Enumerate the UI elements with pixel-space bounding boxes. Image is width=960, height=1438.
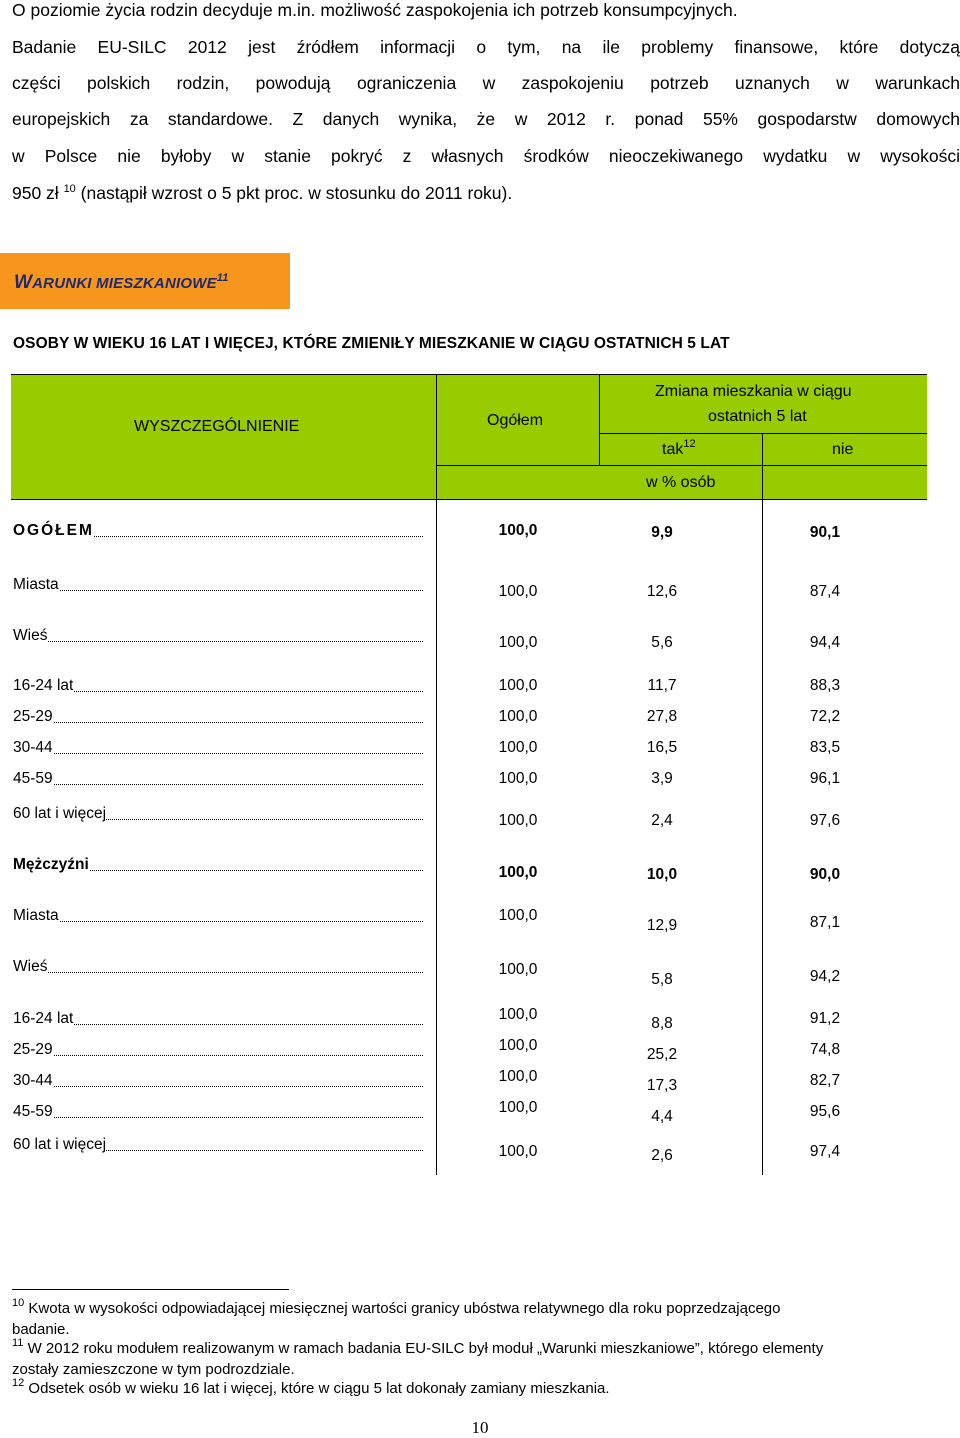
cell-no: 90,1 [809, 524, 841, 541]
footnote-11 [12, 1339, 823, 1358]
intro-line-6-start: 950 zł [12, 183, 64, 203]
row-leader-dots [13, 691, 423, 692]
cell-total: 100,0 [498, 864, 538, 881]
change-subheader-rule [599, 433, 927, 434]
row-label [13, 856, 89, 874]
cell-no: 88,3 [809, 677, 841, 694]
cell-yes: 27,8 [646, 708, 678, 725]
row-leader-dots [13, 753, 423, 754]
footnote-12-number: 12 [12, 1377, 25, 1389]
row-label [13, 805, 106, 823]
row-leader-dots [13, 1117, 423, 1118]
unit-rule [437, 465, 927, 466]
cell-no: 96,1 [809, 770, 841, 787]
intro-line-3: części polskich rodzin, powodują ograniczenia w zaspokojeniu potrzeb uznanych w warunkach [12, 73, 960, 93]
cell-yes: 16,5 [646, 739, 678, 756]
cell-yes: 11,7 [647, 677, 677, 694]
cell-total: 100,0 [498, 1099, 538, 1116]
row-label [13, 1010, 73, 1028]
cell-yes: 17,3 [646, 1077, 678, 1094]
footnote-separator [12, 1289, 289, 1290]
col-divider-3 [762, 433, 763, 1175]
footnote-10-text: Kwota w wysokości odpowiadającej miesięcznej wartości granicy ubóstwa relatywnego dla roku poprzedzającego [28, 1300, 781, 1317]
row-label [13, 1136, 106, 1154]
header-change-line2: ostatnich 5 lat [708, 408, 807, 425]
cell-no: 87,1 [809, 914, 841, 931]
footnote-11-number: 11 [12, 1337, 24, 1349]
row-label-text: Miasta [13, 907, 59, 924]
row-label [13, 770, 53, 788]
cell-total: 100,0 [498, 1143, 538, 1160]
intro-line-5: w Polsce nie byłoby w stanie pokryć z własnych środków nieoczekiwanego wydatku w wysokości [12, 146, 960, 166]
cell-no: 94,4 [809, 634, 841, 651]
cell-total: 100,0 [498, 1037, 538, 1054]
row-label-text: 60 lat i więcej [13, 805, 107, 822]
header-change-line1: Zmiana mieszkania w ciągu [655, 383, 852, 400]
footnote-11-text: W 2012 roku modułem realizowanym w ramach badania EU-SILC był moduł „Warunki mieszkaniowe”, którego elementy [27, 1340, 824, 1357]
cell-no: 97,4 [809, 1143, 841, 1160]
header-yes-label: tak [662, 441, 684, 458]
footnote-ref-12: 12 [683, 438, 696, 450]
row-label-text: 45-59 [13, 770, 53, 787]
row-label-text: Mężczyźni [13, 856, 89, 873]
row-label [13, 627, 47, 645]
cell-total: 100,0 [498, 634, 538, 651]
header-yes [662, 438, 696, 459]
footnote-12 [12, 1379, 610, 1398]
cell-yes: 2,4 [651, 812, 673, 829]
cell-no: 91,2 [809, 1010, 841, 1027]
row-label-text: OGÓŁEM [13, 522, 94, 539]
row-label [13, 522, 94, 540]
header-spec: WYSZCZEGÓLNIENIE [134, 418, 300, 435]
cell-total: 100,0 [498, 583, 538, 600]
cell-total: 100,0 [498, 522, 538, 539]
cell-yes: 25,2 [646, 1046, 678, 1063]
cell-no: 74,8 [809, 1041, 841, 1058]
table-top-rule [11, 374, 927, 375]
cell-total: 100,0 [498, 961, 538, 978]
row-label-text: 60 lat i więcej [13, 1136, 107, 1153]
cell-total: 100,0 [498, 1006, 538, 1023]
row-label-text: 30-44 [13, 1072, 53, 1089]
table-title: OSOBY W WIEKU 16 LAT I WIĘCEJ, KTÓRE ZMIENIŁY MIESZKANIE W CIĄGU OSTATNICH 5 LAT [13, 335, 730, 352]
row-leader-dots [13, 784, 423, 785]
section-title-initial: W [14, 272, 33, 293]
row-label-text: 25-29 [13, 1041, 53, 1058]
cell-yes: 5,8 [651, 971, 673, 988]
row-label-text: 25-29 [13, 708, 53, 725]
row-label-text: Miasta [13, 576, 59, 593]
cell-no: 82,7 [809, 1072, 841, 1089]
row-label-text: Wieś [13, 958, 48, 975]
row-leader-dots [13, 722, 423, 723]
footnote-11-cont: zostały zamieszczone w tym podrozdziale. [12, 1361, 295, 1378]
cell-no: 72,2 [809, 708, 841, 725]
row-leader-dots [13, 1024, 423, 1025]
footnote-10 [12, 1299, 780, 1318]
row-leader-dots [13, 1055, 423, 1056]
header-unit: w % osób [646, 474, 716, 491]
cell-total: 100,0 [498, 1068, 538, 1085]
cell-no: 94,2 [809, 968, 841, 985]
cell-no: 97,6 [809, 812, 841, 829]
intro-line-6 [12, 183, 960, 203]
cell-no: 95,6 [809, 1103, 841, 1120]
footnote-ref-11: 11 [216, 272, 229, 284]
cell-total: 100,0 [498, 708, 538, 725]
page-number: 10 [471, 1418, 489, 1437]
row-leader-dots [13, 1086, 423, 1087]
row-leader-dots [13, 641, 423, 642]
table-header-bottom-rule [11, 499, 927, 500]
header-total: Ogółem [487, 412, 544, 429]
cell-no: 83,5 [809, 739, 841, 756]
row-label-text: 16-24 lat [13, 677, 74, 694]
row-label [13, 576, 59, 594]
cell-total: 100,0 [498, 907, 538, 924]
col-divider-1 [436, 375, 437, 1175]
cell-total: 100,0 [498, 739, 538, 756]
row-leader-dots [13, 921, 423, 922]
row-label [13, 1041, 53, 1059]
cell-yes: 8,8 [651, 1015, 673, 1032]
cell-total: 100,0 [498, 812, 538, 829]
intro-line-4: europejskich za standardowe. Z danych wynika, że w 2012 r. ponad 55% gospodarstw domowych [12, 109, 960, 129]
row-label-text: 30-44 [13, 739, 53, 756]
cell-yes: 12,9 [646, 917, 678, 934]
row-label [13, 677, 73, 695]
header-no: nie [832, 441, 854, 458]
footnote-12-text: Odsetek osób w wieku 16 lat i więcej, które w ciągu 5 lat dokonały zamiany mieszkania. [28, 1380, 610, 1397]
intro-line-2: Badanie EU-SILC 2012 jest źródłem informacji o tym, na ile problemy finansowe, które dotyczą [12, 37, 960, 57]
row-label [13, 739, 53, 757]
row-leader-dots [13, 972, 423, 973]
section-title [14, 272, 229, 294]
footnote-ref-10: 10 [63, 183, 76, 195]
row-label-text: Wieś [13, 627, 48, 644]
row-label [13, 708, 53, 726]
cell-yes: 2,6 [651, 1147, 673, 1164]
cell-total: 100,0 [498, 677, 538, 694]
cell-yes: 4,4 [651, 1108, 673, 1125]
footnote-10-cont: badanie. [12, 1321, 70, 1338]
footnote-10-number: 10 [12, 1297, 25, 1309]
cell-yes: 9,9 [651, 524, 673, 541]
cell-yes: 3,9 [651, 770, 673, 787]
intro-line-6-end: (nastąpił wzrost o 5 pkt proc. w stosunku do 2011 roku). [75, 183, 513, 203]
row-leader-dots [13, 590, 423, 591]
row-label-text: 45-59 [13, 1103, 53, 1120]
cell-yes: 10,0 [646, 866, 678, 883]
row-label [13, 1072, 53, 1090]
cell-total: 100,0 [498, 770, 538, 787]
row-label [13, 958, 47, 976]
row-label [13, 1103, 53, 1121]
cell-yes: 12,6 [646, 583, 678, 600]
row-label-text: 16-24 lat [13, 1010, 74, 1027]
row-label [13, 907, 59, 925]
cell-no: 90,0 [809, 866, 841, 883]
cell-yes: 5,6 [651, 634, 673, 651]
cell-no: 87,4 [809, 583, 841, 600]
intro-line-1: O poziomie życia rodzin decyduje m.in. możliwość zaspokojenia ich potrzeb konsumpcyjnych. [12, 0, 738, 20]
col-divider-2 [599, 375, 600, 466]
section-title-rest: ARUNKI MIESZKANIOWE [32, 275, 217, 292]
